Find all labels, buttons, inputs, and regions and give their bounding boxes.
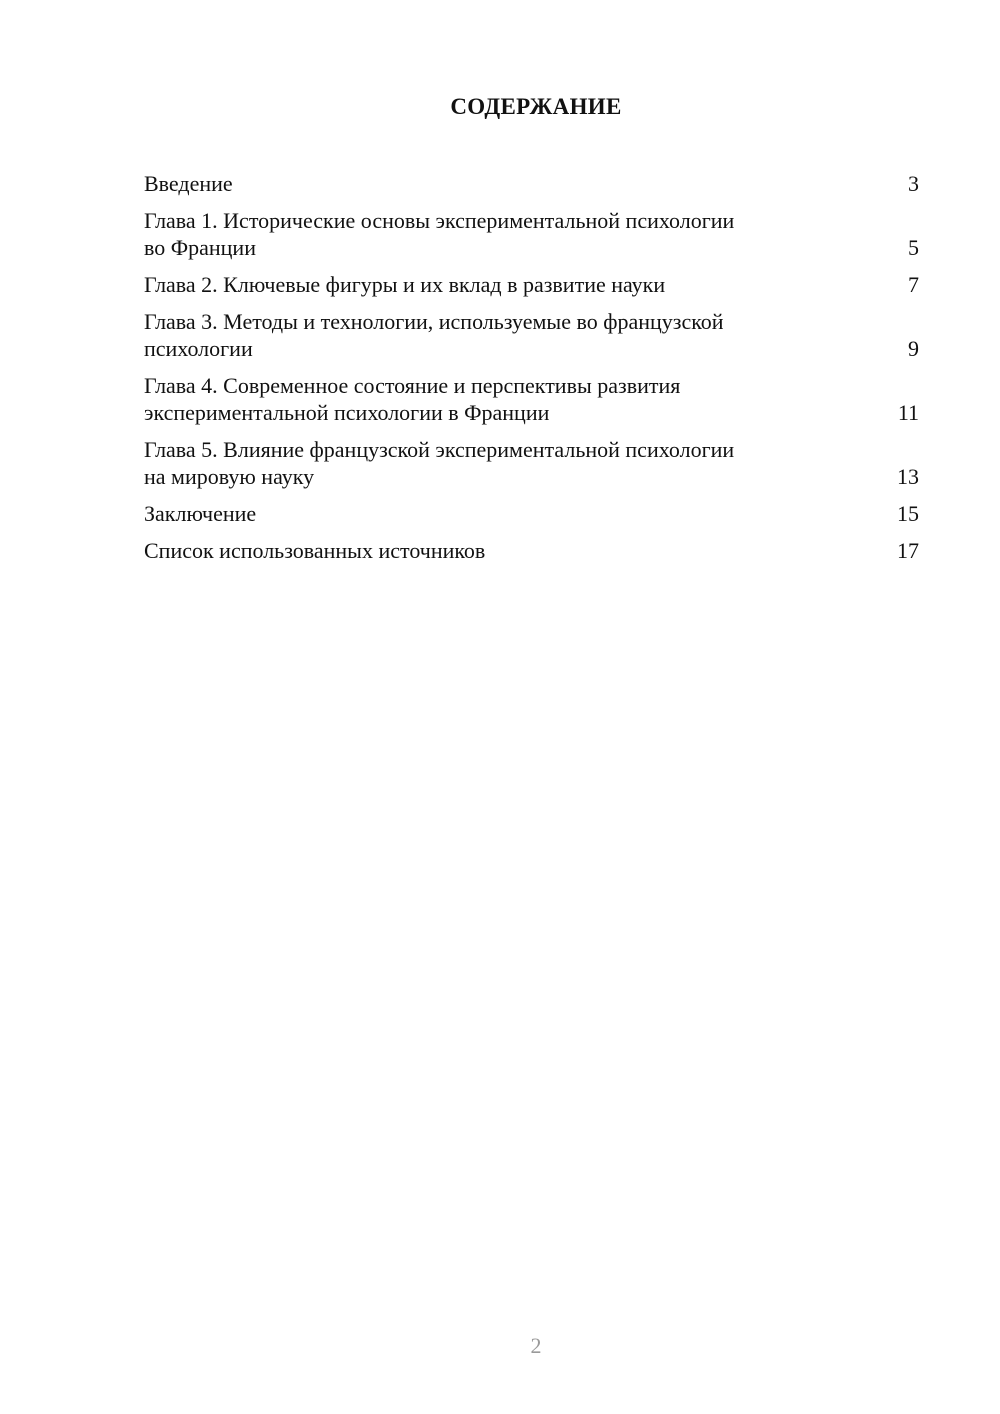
toc-entry bbox=[144, 372, 919, 426]
toc-entry bbox=[144, 207, 919, 261]
toc-entry-title: Глава 4. Современное состояние и перспективы развития экспериментальной психологии в Франции bbox=[144, 373, 681, 425]
toc-entry-title: Глава 3. Методы и технологии, используемые во французской психологии bbox=[144, 309, 724, 361]
toc-entry-title: Глава 5. Влияние французской экспериментальной психологии на мировую науку bbox=[144, 437, 735, 489]
toc-entry-page-number: 13 bbox=[897, 464, 919, 489]
toc-title: СОДЕРЖАНИЕ bbox=[450, 94, 622, 119]
page-number: 2 bbox=[530, 1333, 542, 1358]
toc-entry bbox=[144, 308, 919, 362]
toc-entry-page-number: 17 bbox=[897, 538, 919, 563]
table-of-contents bbox=[144, 170, 919, 574]
toc-entry-title: Заключение bbox=[144, 501, 257, 526]
toc-entry bbox=[144, 436, 919, 490]
toc-entry bbox=[144, 170, 919, 197]
toc-entry-title: Введение bbox=[144, 171, 233, 196]
toc-entry-title: Список использованных источников bbox=[144, 538, 486, 563]
toc-entry-page-number: 5 bbox=[908, 235, 919, 260]
toc-entry bbox=[144, 271, 919, 298]
toc-entry-title: Глава 1. Исторические основы экспериментальной психологии во Франции bbox=[144, 208, 735, 260]
toc-entry bbox=[144, 537, 919, 564]
toc-entry-page-number: 7 bbox=[908, 272, 919, 297]
toc-entry bbox=[144, 500, 919, 527]
toc-entry-page-number: 9 bbox=[908, 336, 919, 361]
toc-entry-page-number: 11 bbox=[897, 400, 919, 425]
toc-entry-page-number: 15 bbox=[897, 501, 919, 526]
toc-entry-page-number: 3 bbox=[908, 171, 919, 196]
toc-entry-title: Глава 2. Ключевые фигуры и их вклад в развитие науки bbox=[144, 272, 666, 297]
